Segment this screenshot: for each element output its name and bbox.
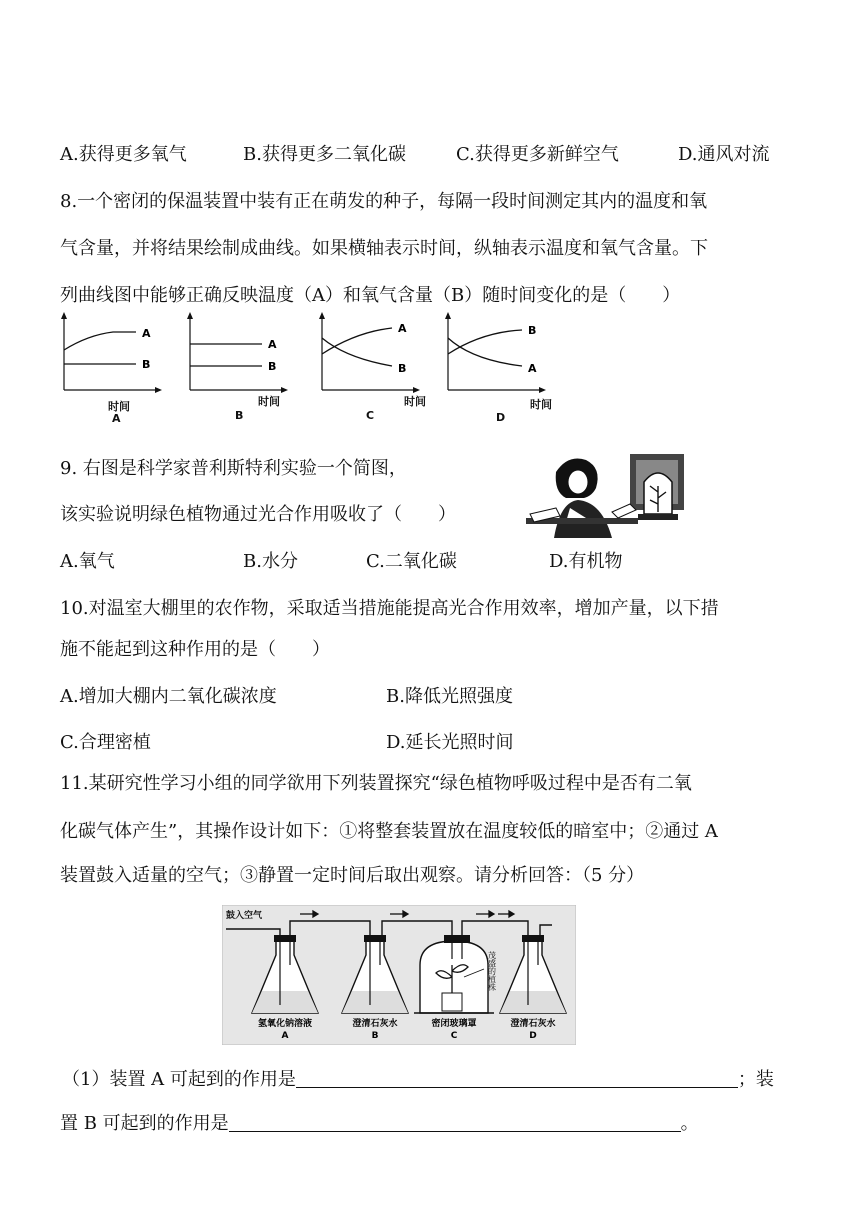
chart-d-curve-label-2: A	[528, 362, 537, 375]
q11-apparatus-diagram	[222, 905, 576, 1049]
q7-option-d: D.通风对流	[678, 144, 770, 165]
q11-sub1-line-1	[62, 1068, 774, 1092]
q8-chart-c	[316, 310, 426, 395]
chart-d-curve-label-1: B	[528, 324, 537, 337]
priestley-illustration	[526, 452, 686, 542]
chart-b-xlabel: 时间	[258, 395, 280, 408]
flask-b-name: 澄清石灰水	[352, 1019, 398, 1029]
chart-a-curve-label-2: B	[142, 358, 151, 371]
q9-option-a: A.氧气	[60, 551, 115, 572]
chart-c-curve-label-2: B	[398, 362, 407, 375]
q9-line-2: 该实验说明绿色植物通过光合作用吸收了（ ）	[60, 504, 456, 525]
flask-a-name: 氢氧化钠溶液	[257, 1019, 313, 1029]
flask-a-letter: A	[281, 1031, 289, 1041]
q11-sub1-part2: 置 B 可起到的作用是	[60, 1113, 229, 1134]
q9-option-b: B.水分	[243, 551, 298, 572]
q10-option-b: B.降低光照强度	[386, 686, 513, 707]
flask-c-letter: C	[450, 1031, 458, 1041]
q7-option-c: C.获得更多新鲜空气	[456, 144, 619, 165]
q9-option-c: C.二氧化碳	[366, 551, 457, 572]
plant-label: 茂盛的植株	[487, 951, 497, 991]
q9-option-d: D.有机物	[549, 551, 623, 572]
q10-option-c: C.合理密植	[60, 732, 151, 753]
q8-line-3: 列曲线图中能够正确反映温度（A）和氧气含量（B）随时间变化的是（ ）	[60, 285, 681, 306]
q11-line-1: 11.某研究性学习小组的同学欲用下列装置探究“绿色植物呼吸过程中是否有二氧	[60, 773, 692, 794]
chart-c-xlabel: 时间	[404, 395, 426, 408]
q10-option-d: D.延长光照时间	[386, 732, 514, 753]
chart-a-curve-label-1: A	[142, 327, 151, 340]
q10-line-2: 施不能起到这种作用的是（ ）	[60, 639, 330, 660]
answer-blank-a[interactable]	[296, 1069, 738, 1088]
chart-c-caption: C	[366, 409, 375, 422]
chart-d-caption: D	[496, 411, 506, 424]
q10-line-1: 10.对温室大棚里的农作物，采取适当措施能提高光合作用效率，增加产量，以下措	[60, 598, 719, 619]
q8-line-2: 气含量，并将结果绘制成曲线。如果横轴表示时间，纵轴表示温度和氧气含量。下	[60, 238, 708, 259]
answer-blank-b[interactable]	[229, 1113, 681, 1132]
q8-chart-a	[58, 310, 168, 395]
flask-c-name: 密闭玻璃罩	[431, 1019, 477, 1029]
q11-line-2: 化碳气体产生”，其操作设计如下：①将整套装置放在温度较低的暗室中；②通过 A	[60, 821, 718, 842]
q11-sub1-line-2	[60, 1112, 699, 1136]
q9-line-1: 9. 右图是科学家普利斯特利实验一个简图，	[60, 458, 407, 479]
inlet-label: 鼓入空气	[226, 911, 263, 921]
chart-b-curve-label-2: B	[268, 360, 277, 373]
chart-a-xlabel: 时间	[108, 400, 130, 413]
q11-sub1-part1: （1）装置 A 可起到的作用是	[62, 1069, 296, 1090]
chart-b-caption: B	[235, 409, 244, 422]
flask-d-name: 澄清石灰水	[510, 1019, 556, 1029]
flask-b-letter: B	[371, 1031, 379, 1041]
chart-d-xlabel: 时间	[530, 398, 552, 411]
flask-d-letter: D	[529, 1031, 537, 1041]
q7-option-b: B.获得更多二氧化碳	[243, 144, 406, 165]
chart-b-curve-label-1: A	[268, 338, 277, 351]
q11-line-3: 装置鼓入适量的空气；③静置一定时间后取出观察。请分析回答：（5 分）	[60, 865, 645, 886]
q11-sub1-sep: ；装	[737, 1069, 774, 1090]
q8-chart-b	[184, 310, 294, 395]
chart-c-curve-label-1: A	[398, 322, 407, 335]
q10-option-a: A.增加大棚内二氧化碳浓度	[60, 686, 277, 707]
q8-chart-d	[442, 310, 552, 395]
q11-sub1-end: 。	[680, 1113, 699, 1134]
q8-line-1: 8.一个密闭的保温装置中装有正在萌发的种子，每隔一段时间测定其内的温度和氧	[60, 191, 708, 212]
chart-a-caption: A	[112, 412, 121, 425]
q7-option-a: A.获得更多氧气	[60, 144, 187, 165]
